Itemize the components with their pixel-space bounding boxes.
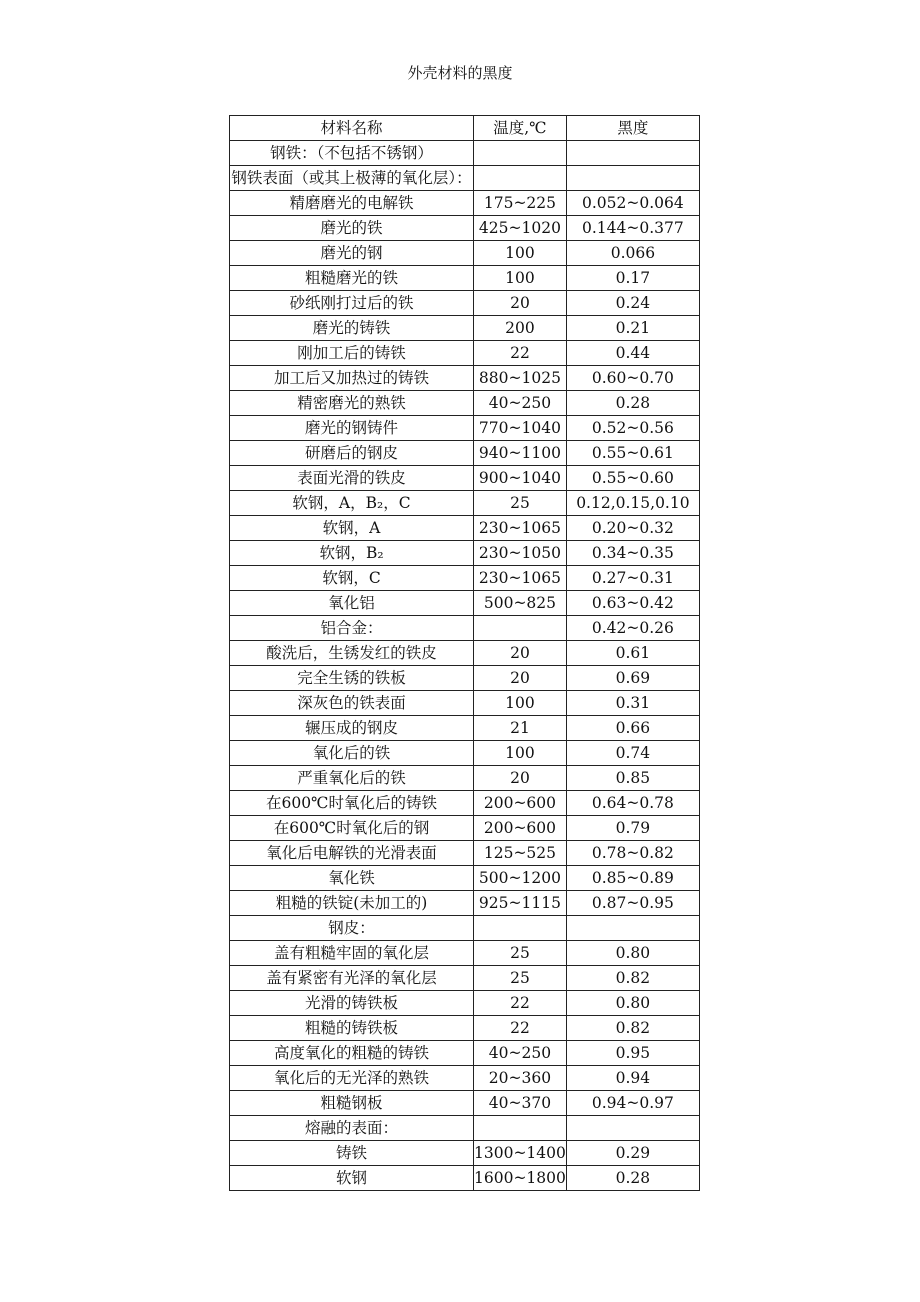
temperature-cell: 100 [474, 741, 567, 766]
material-cell: 氧化铝 [230, 591, 474, 616]
temperature-cell: 500~1200 [474, 866, 567, 891]
header-material: 材料名称 [230, 116, 474, 141]
material-cell: 氧化后的无光泽的熟铁 [230, 1066, 474, 1091]
temperature-cell: 40~250 [474, 1041, 567, 1066]
temperature-cell: 200 [474, 316, 567, 341]
material-cell: 磨光的铁 [230, 216, 474, 241]
material-cell: 盖有紧密有光泽的氧化层 [230, 966, 474, 991]
temperature-cell: 230~1065 [474, 566, 567, 591]
emissivity-cell: 0.82 [566, 966, 699, 991]
material-cell: 辗压成的钢皮 [230, 716, 474, 741]
emissivity-cell: 0.144~0.377 [566, 216, 699, 241]
emissivity-cell: 0.69 [566, 666, 699, 691]
table-row [230, 766, 700, 791]
table-row [230, 816, 700, 841]
temperature-cell: 100 [474, 241, 567, 266]
table-row [230, 891, 700, 916]
temperature-cell: 22 [474, 991, 567, 1016]
material-cell: 软钢，B₂ [230, 541, 474, 566]
table-row [230, 966, 700, 991]
material-cell: 光滑的铸铁板 [230, 991, 474, 1016]
material-cell: 盖有粗糙牢固的氧化层 [230, 941, 474, 966]
emissivity-cell: 0.066 [566, 241, 699, 266]
temperature-cell: 880~1025 [474, 366, 567, 391]
material-cell: 钢铁：（不包括不锈钢） [230, 141, 474, 166]
material-cell: 刚加工后的铸铁 [230, 341, 474, 366]
table-row [230, 841, 700, 866]
temperature-cell: 125~525 [474, 841, 567, 866]
material-cell: 软钢，A，B₂，C [230, 491, 474, 516]
material-cell: 磨光的钢 [230, 241, 474, 266]
emissivity-cell: 0.61 [566, 641, 699, 666]
temperature-cell: 20 [474, 766, 567, 791]
material-cell: 研磨后的钢皮 [230, 441, 474, 466]
temperature-cell: 940~1100 [474, 441, 567, 466]
material-cell: 氧化后的铁 [230, 741, 474, 766]
emissivity-cell: 0.78~0.82 [566, 841, 699, 866]
table-row [230, 1066, 700, 1091]
temperature-cell: 25 [474, 941, 567, 966]
temperature-cell: 770~1040 [474, 416, 567, 441]
emissivity-cell: 0.82 [566, 1016, 699, 1041]
material-cell: 在600℃时氧化后的钢 [230, 816, 474, 841]
temperature-cell: 1300~1400 [474, 1141, 567, 1166]
temperature-cell: 20 [474, 666, 567, 691]
temperature-cell: 21 [474, 716, 567, 741]
temperature-cell [474, 141, 567, 166]
table-row [230, 1041, 700, 1066]
material-cell: 酸洗后，生锈发红的铁皮 [230, 641, 474, 666]
table-row [230, 366, 700, 391]
material-cell: 精磨磨光的电解铁 [230, 191, 474, 216]
material-cell: 铝合金： [230, 616, 474, 641]
table-row [230, 566, 700, 591]
table-row [230, 466, 700, 491]
emissivity-cell: 0.44 [566, 341, 699, 366]
emissivity-cell: 0.80 [566, 991, 699, 1016]
table-row [230, 741, 700, 766]
material-cell: 砂纸刚打过后的铁 [230, 291, 474, 316]
emissivity-cell: 0.85~0.89 [566, 866, 699, 891]
table-header-row [230, 116, 700, 141]
emissivity-cell: 0.27~0.31 [566, 566, 699, 591]
material-cell: 磨光的钢铸件 [230, 416, 474, 441]
temperature-cell: 425~1020 [474, 216, 567, 241]
table-row [230, 391, 700, 416]
temperature-cell: 230~1065 [474, 516, 567, 541]
emissivity-cell: 0.21 [566, 316, 699, 341]
table-row [230, 1141, 700, 1166]
material-cell: 氧化后电解铁的光滑表面 [230, 841, 474, 866]
temperature-cell: 20 [474, 641, 567, 666]
material-cell: 钢铁表面（或其上极薄的氧化层）： [230, 166, 474, 191]
material-cell: 软钢，A [230, 516, 474, 541]
emissivity-cell: 0.63~0.42 [566, 591, 699, 616]
emissivity-cell: 0.60~0.70 [566, 366, 699, 391]
temperature-cell: 25 [474, 966, 567, 991]
table-row [230, 591, 700, 616]
header-emissivity: 黑度 [566, 116, 699, 141]
table-row [230, 791, 700, 816]
table-row [230, 616, 700, 641]
emissivity-cell [566, 1116, 699, 1141]
temperature-cell: 200~600 [474, 816, 567, 841]
temperature-cell: 500~825 [474, 591, 567, 616]
table-row [230, 416, 700, 441]
temperature-cell: 40~250 [474, 391, 567, 416]
table-row [230, 341, 700, 366]
emissivity-cell [566, 916, 699, 941]
material-cell: 粗糙磨光的铁 [230, 266, 474, 291]
table-row [230, 166, 700, 191]
emissivity-cell: 0.052~0.064 [566, 191, 699, 216]
temperature-cell [474, 166, 567, 191]
emissivity-cell: 0.94~0.97 [566, 1091, 699, 1116]
table-row [230, 916, 700, 941]
material-cell: 钢皮： [230, 916, 474, 941]
material-cell: 完全生锈的铁板 [230, 666, 474, 691]
table-row [230, 666, 700, 691]
material-cell: 粗糙的铸铁板 [230, 1016, 474, 1041]
emissivity-cell: 0.94 [566, 1066, 699, 1091]
table-row [230, 866, 700, 891]
emissivity-cell: 0.79 [566, 816, 699, 841]
emissivity-cell [566, 141, 699, 166]
emissivity-cell: 0.55~0.61 [566, 441, 699, 466]
temperature-cell: 900~1040 [474, 466, 567, 491]
emissivity-cell: 0.55~0.60 [566, 466, 699, 491]
temperature-cell: 175~225 [474, 191, 567, 216]
temperature-cell [474, 1116, 567, 1141]
table-row [230, 491, 700, 516]
table-row [230, 691, 700, 716]
table-row [230, 641, 700, 666]
table-row [230, 291, 700, 316]
emissivity-cell: 0.17 [566, 266, 699, 291]
temperature-cell: 100 [474, 266, 567, 291]
table-row [230, 1116, 700, 1141]
table-row [230, 1016, 700, 1041]
material-cell: 深灰色的铁表面 [230, 691, 474, 716]
emissivity-cell: 0.42~0.26 [566, 616, 699, 641]
emissivity-cell: 0.34~0.35 [566, 541, 699, 566]
table-row [230, 516, 700, 541]
material-cell: 氧化铁 [230, 866, 474, 891]
material-cell: 在600℃时氧化后的铸铁 [230, 791, 474, 816]
temperature-cell: 20~360 [474, 1066, 567, 1091]
table-row [230, 266, 700, 291]
table-row [230, 441, 700, 466]
temperature-cell: 40~370 [474, 1091, 567, 1116]
emissivity-cell: 0.64~0.78 [566, 791, 699, 816]
temperature-cell: 200~600 [474, 791, 567, 816]
temperature-cell [474, 916, 567, 941]
emissivity-cell: 0.20~0.32 [566, 516, 699, 541]
temperature-cell: 22 [474, 1016, 567, 1041]
material-cell: 粗糙的铁锭(未加工的) [230, 891, 474, 916]
temperature-cell: 1600~1800 [474, 1166, 567, 1191]
emissivity-table [229, 115, 700, 1191]
emissivity-cell: 0.80 [566, 941, 699, 966]
material-cell: 熔融的表面： [230, 1116, 474, 1141]
emissivity-cell: 0.52~0.56 [566, 416, 699, 441]
material-cell: 高度氧化的粗糙的铸铁 [230, 1041, 474, 1066]
emissivity-cell [566, 166, 699, 191]
document-title: 外壳材料的黑度 [407, 64, 513, 82]
emissivity-cell: 0.74 [566, 741, 699, 766]
table-row [230, 141, 700, 166]
emissivity-cell: 0.24 [566, 291, 699, 316]
emissivity-cell: 0.31 [566, 691, 699, 716]
material-cell: 软钢 [230, 1166, 474, 1191]
material-cell: 加工后又加热过的铸铁 [230, 366, 474, 391]
table-row [230, 316, 700, 341]
material-cell: 粗糙钢板 [230, 1091, 474, 1116]
table-row [230, 191, 700, 216]
table-row [230, 1091, 700, 1116]
table-row [230, 941, 700, 966]
table-row [230, 991, 700, 1016]
emissivity-cell: 0.28 [566, 391, 699, 416]
temperature-cell: 22 [474, 341, 567, 366]
material-cell: 铸铁 [230, 1141, 474, 1166]
header-temperature: 温度,℃ [474, 116, 567, 141]
material-cell: 磨光的铸铁 [230, 316, 474, 341]
material-cell: 表面光滑的铁皮 [230, 466, 474, 491]
temperature-cell: 925~1115 [474, 891, 567, 916]
emissivity-cell: 0.87~0.95 [566, 891, 699, 916]
temperature-cell: 25 [474, 491, 567, 516]
temperature-cell [474, 616, 567, 641]
emissivity-cell: 0.28 [566, 1166, 699, 1191]
table-row [230, 716, 700, 741]
emissivity-cell: 0.66 [566, 716, 699, 741]
emissivity-cell: 0.12,0.15,0.10 [566, 491, 699, 516]
table-row [230, 541, 700, 566]
emissivity-cell: 0.29 [566, 1141, 699, 1166]
emissivity-cell: 0.85 [566, 766, 699, 791]
temperature-cell: 100 [474, 691, 567, 716]
temperature-cell: 230~1050 [474, 541, 567, 566]
material-cell: 软钢，C [230, 566, 474, 591]
temperature-cell: 20 [474, 291, 567, 316]
material-cell: 精密磨光的熟铁 [230, 391, 474, 416]
table-row [230, 216, 700, 241]
material-cell: 严重氧化后的铁 [230, 766, 474, 791]
table-row [230, 241, 700, 266]
table-row [230, 1166, 700, 1191]
emissivity-cell: 0.95 [566, 1041, 699, 1066]
